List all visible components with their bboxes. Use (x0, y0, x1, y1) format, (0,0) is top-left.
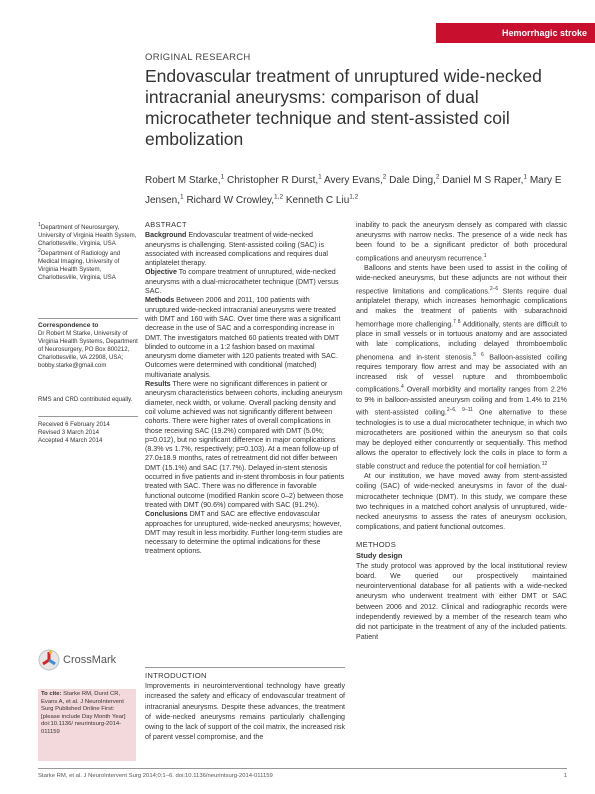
author-list (145, 170, 565, 209)
author-name: Avery Evans,$^2$ (324, 174, 387, 187)
objective-text: To compare treatment of unruptured, wide-necked aneurysms with a dual-microcatheter technique (DMT) versus SAC. (145, 268, 339, 296)
intro-heading: INTRODUCTION (145, 671, 207, 680)
crossmark-label: CrossMark (63, 654, 117, 666)
revised-date: Revised 3 March 2014 (38, 428, 99, 436)
cite-label: To cite: (41, 691, 62, 697)
para-1: inability to pack the aneurysm densely as compared with classic aneurysms with narrow necks. The presence of a wide neck has been found to be a significant predictor of both procedural complications and aneurysm recurrence. (356, 221, 567, 262)
crossmark-icon (38, 649, 60, 671)
affiliation-1: Department of Neurosurgery, University of Virginia Health System, Charlottesville, Virginia, USA (38, 224, 137, 247)
page-number: 1 (563, 773, 567, 779)
introduction (145, 671, 345, 742)
author-name: Dale Ding,$^2$ (389, 174, 440, 187)
footer-citation: Starke RM, et al. J NeuroIntervent Surg 2014;0:1–6. doi:10.1136/neurintsurg-2014-011159 (38, 773, 273, 779)
intro-text: Improvements in neurointerventional technology have greatly increased the safety and efficacy of endovascular treatment of intracranial aneurysms. Despite these advances, the treatment of wide-necked aneurysms remains particularly challenging owing to the lack of support of the coil matrix, the increased risk of parent vessel compromise, and the (145, 682, 345, 742)
abstract (145, 220, 345, 557)
author-name: Kenneth C Liu$^{1,2}$ (285, 193, 359, 206)
sidebar-divider (38, 318, 138, 319)
results-text: There were no significant differences in patient or aneurysm characteristics between cohorts, including aneurysm diameter, neck width, or volume. Overall packing density and coil volume achieved was not significantly different between cohorts. There were higher rates of overall complications in those receiving SAC (19.2%) compared with DMT (5.0%; p=0.012), but no significant difference in major complications (8.3% vs 1.7%, respectively; p=0.103). At a mean follow-up of 27.0±18.9 months, rates of retreatment did not differ between DMT (15.1%) and SAC (17.7%). Delayed in-stent stenosis occurred in five patients and in-stent thrombosis in four patients treated with SAC. There was no difference in favorable functional outcome (modified Rankin score 0–2) between those treated with DMT (90.6%) compared with SAC (91.2%). (145, 380, 345, 509)
objective-label: Objective (145, 268, 177, 277)
correspondence-text: Dr Robert M Starke, University of Virginia Health Systems, Department of Neurosurgery, PO Box 800212, Charlottesville, VA 22908, USA; bobby.starke@gmail.com (38, 329, 138, 369)
cite-box (38, 689, 136, 761)
received-date: Received 6 February 2014 (38, 421, 110, 428)
correspondence (38, 322, 138, 369)
article-type: ORIGINAL RESEARCH (145, 52, 251, 63)
author-name: Daniel M S Raper,$^1$ (442, 174, 528, 187)
results-label: Results (145, 380, 171, 389)
para-3: At our institution, we have moved away from stent-assisted coiling (SAC) of wide-necked aneurysms in favor of the dual-microcatheter technique (DMT). In this study, we compare these two techniques in a matched cohort analysis of unruptured, wide-necked aneurysms to assess the rates of aneurysm occlusion, complications, and patient functional outcomes. (356, 472, 567, 532)
footer-divider (38, 768, 567, 769)
correspondence-heading: Correspondence to (38, 322, 99, 329)
methods-label: Methods (145, 296, 175, 305)
article-title: Endovascular treatment of unruptured wide-necked intracranial aneurysms: comparison of dual microcatheter technique and stent-assisted coil embolization (145, 66, 542, 149)
affiliations: $^1$Department of Neurosurgery, University of Virginia Health System, Charlottesville, Virginia, USA $^2$Department of Radiology and Medical Imaging, University of Virginia Health System, Charlottesville, Virginia, USA (38, 222, 137, 281)
methods-text: Between 2006 and 2011, 100 patients with unruptured wide-necked intracranial aneurysms were treated with DMT and 160 with SAC. Over time there was a significant decrease in the use of SAC and a corresponding increase in DMT. The investigators matched 60 patients treated with DMT blinded to outcome in a 1:2 fashion based on maximal aneurysm dome diameter with 120 patients treated with SAC. Outcomes were determined with conditional (matched) multivariate analysis. (145, 296, 341, 379)
conclusions-text: DMT and SAC are effective endovascular approaches for unruptured, wide-necked aneurysms; however, DMT may result in less morbidity. Further long-term studies are necessary to determine the optimal indications for these treatment options. (145, 510, 343, 556)
background-text: Endovascular treatment of wide-necked aneurysms is challenging. Stent-assisted coiling (SAC) is associated with increased complications and requires dual antiplatelet therapy. (145, 231, 328, 268)
author-name: Robert M Starke,$^1$ (145, 174, 225, 187)
accepted-date: Accepted 4 March 2014 (38, 436, 103, 444)
intro-divider (145, 667, 345, 668)
study-design-heading: Study design (356, 550, 403, 560)
conclusions-label: Conclusions (145, 510, 188, 519)
background-label: Background (145, 231, 187, 240)
sidebar-divider-2 (38, 416, 138, 417)
para-4: The study protocol was approved by the local institutional review board. We queried our prospectively maintained neurointerventional database for all patients with a wide-necked aneurysm who underwent treatment with either DMT or SAC between 2006 and 2012. Clinical and radiographic records were independently reviewed by a member of the research team who did not participate in the treatment of any of the included patients. Patient (356, 561, 567, 642)
body-column-right: inability to pack the aneurysm densely as compared with classic aneurysms with narrow necks. The presence of a wide neck has been found to be a significant predictor of both procedural complications and aneurysm recurrence.$^1$ Balloons and stents have been used to assist in the coiling of wide-necked aneurysms, but these adjuncts are not without their respective limitations and complications.$^{2-6}$ Stents require dual antiplatelet therapy, which increases hemorrhagic complications and makes the treatment of patients with subarachnoid hemorrhage more challenging.$^{7 8}$ Additionally, stents are difficult to place in small vessels or in tortuous anatomy and are associated with late complications, including delayed thromboembolic phenomena and in-stent stenosis.$^{5 6}$ Balloon-assisted coiling requires temporary flow arrest and may be associated with an increased risk of vessel rupture and thromboembolic complications.$^4$ Overall morbidity and mortality ranges from 2.2% to 9% in balloon-assisted aneurysm coiling and from 1.4% to 21% with stent-assisted coiling.$^{2-6, 9-11}$ One alternative to these technologies is to use a dual microcatheter technique, in which two microcatheters are positioned within the aneurysm so that coils may be deployed either concurrently or sequentially. This method allows the operator to effectively lock the coils in place to form a stable construct and reduce the potential for coil herniation.$^{12}$ At our institution, we have moved away from stent-assisted coiling (SAC) of wide-necked aneurysms in favor of the dual-microcatheter technique (DMT). In this study, we compare these two techniques in a matched cohort analysis of unruptured, wide-necked aneurysms to assess the rates of aneurysm occlusion, complications, and patient functional outcomes. METHODS Study design The study protocol was approved by the local institutional review board. We queried our prospectively maintained neurointerventional database for all patients with a wide-necked aneurysm who underwent treatment with either DMT or SAC between 2006 and 2012. Clinical and radiographic records were independently reviewed by a member of the research team who did not participate in the treatment of any of the included patients. Patient (356, 221, 568, 642)
crossmark-link[interactable] (38, 649, 116, 671)
cite-text: Starke RM, Durst CR, Evans A, et al. J NeuroIntervent Surg Published Online First: [please include Day Month Year] doi:10.1136/ neurintsurg-2014-011159 (41, 691, 126, 735)
section-banner: Hemorrhagic stroke (436, 23, 595, 43)
page-footer (38, 773, 567, 779)
affiliation-2: Department of Radiology and Medical Imaging, University of Virginia Health System, Charlottesville, Virginia, USA (38, 249, 121, 281)
author-name: Mary E Jensen,$^1$ (145, 175, 562, 206)
dates (38, 421, 138, 445)
methods-heading: METHODS (356, 540, 397, 550)
contribution-note: RMS and CRD contributed equally. (38, 396, 133, 403)
abstract-heading: ABSTRACT (145, 220, 187, 229)
author-name: Christopher R Durst,$^1$ (227, 174, 322, 187)
author-name: Richard W Crowley,$^{1,2}$ (186, 193, 284, 206)
